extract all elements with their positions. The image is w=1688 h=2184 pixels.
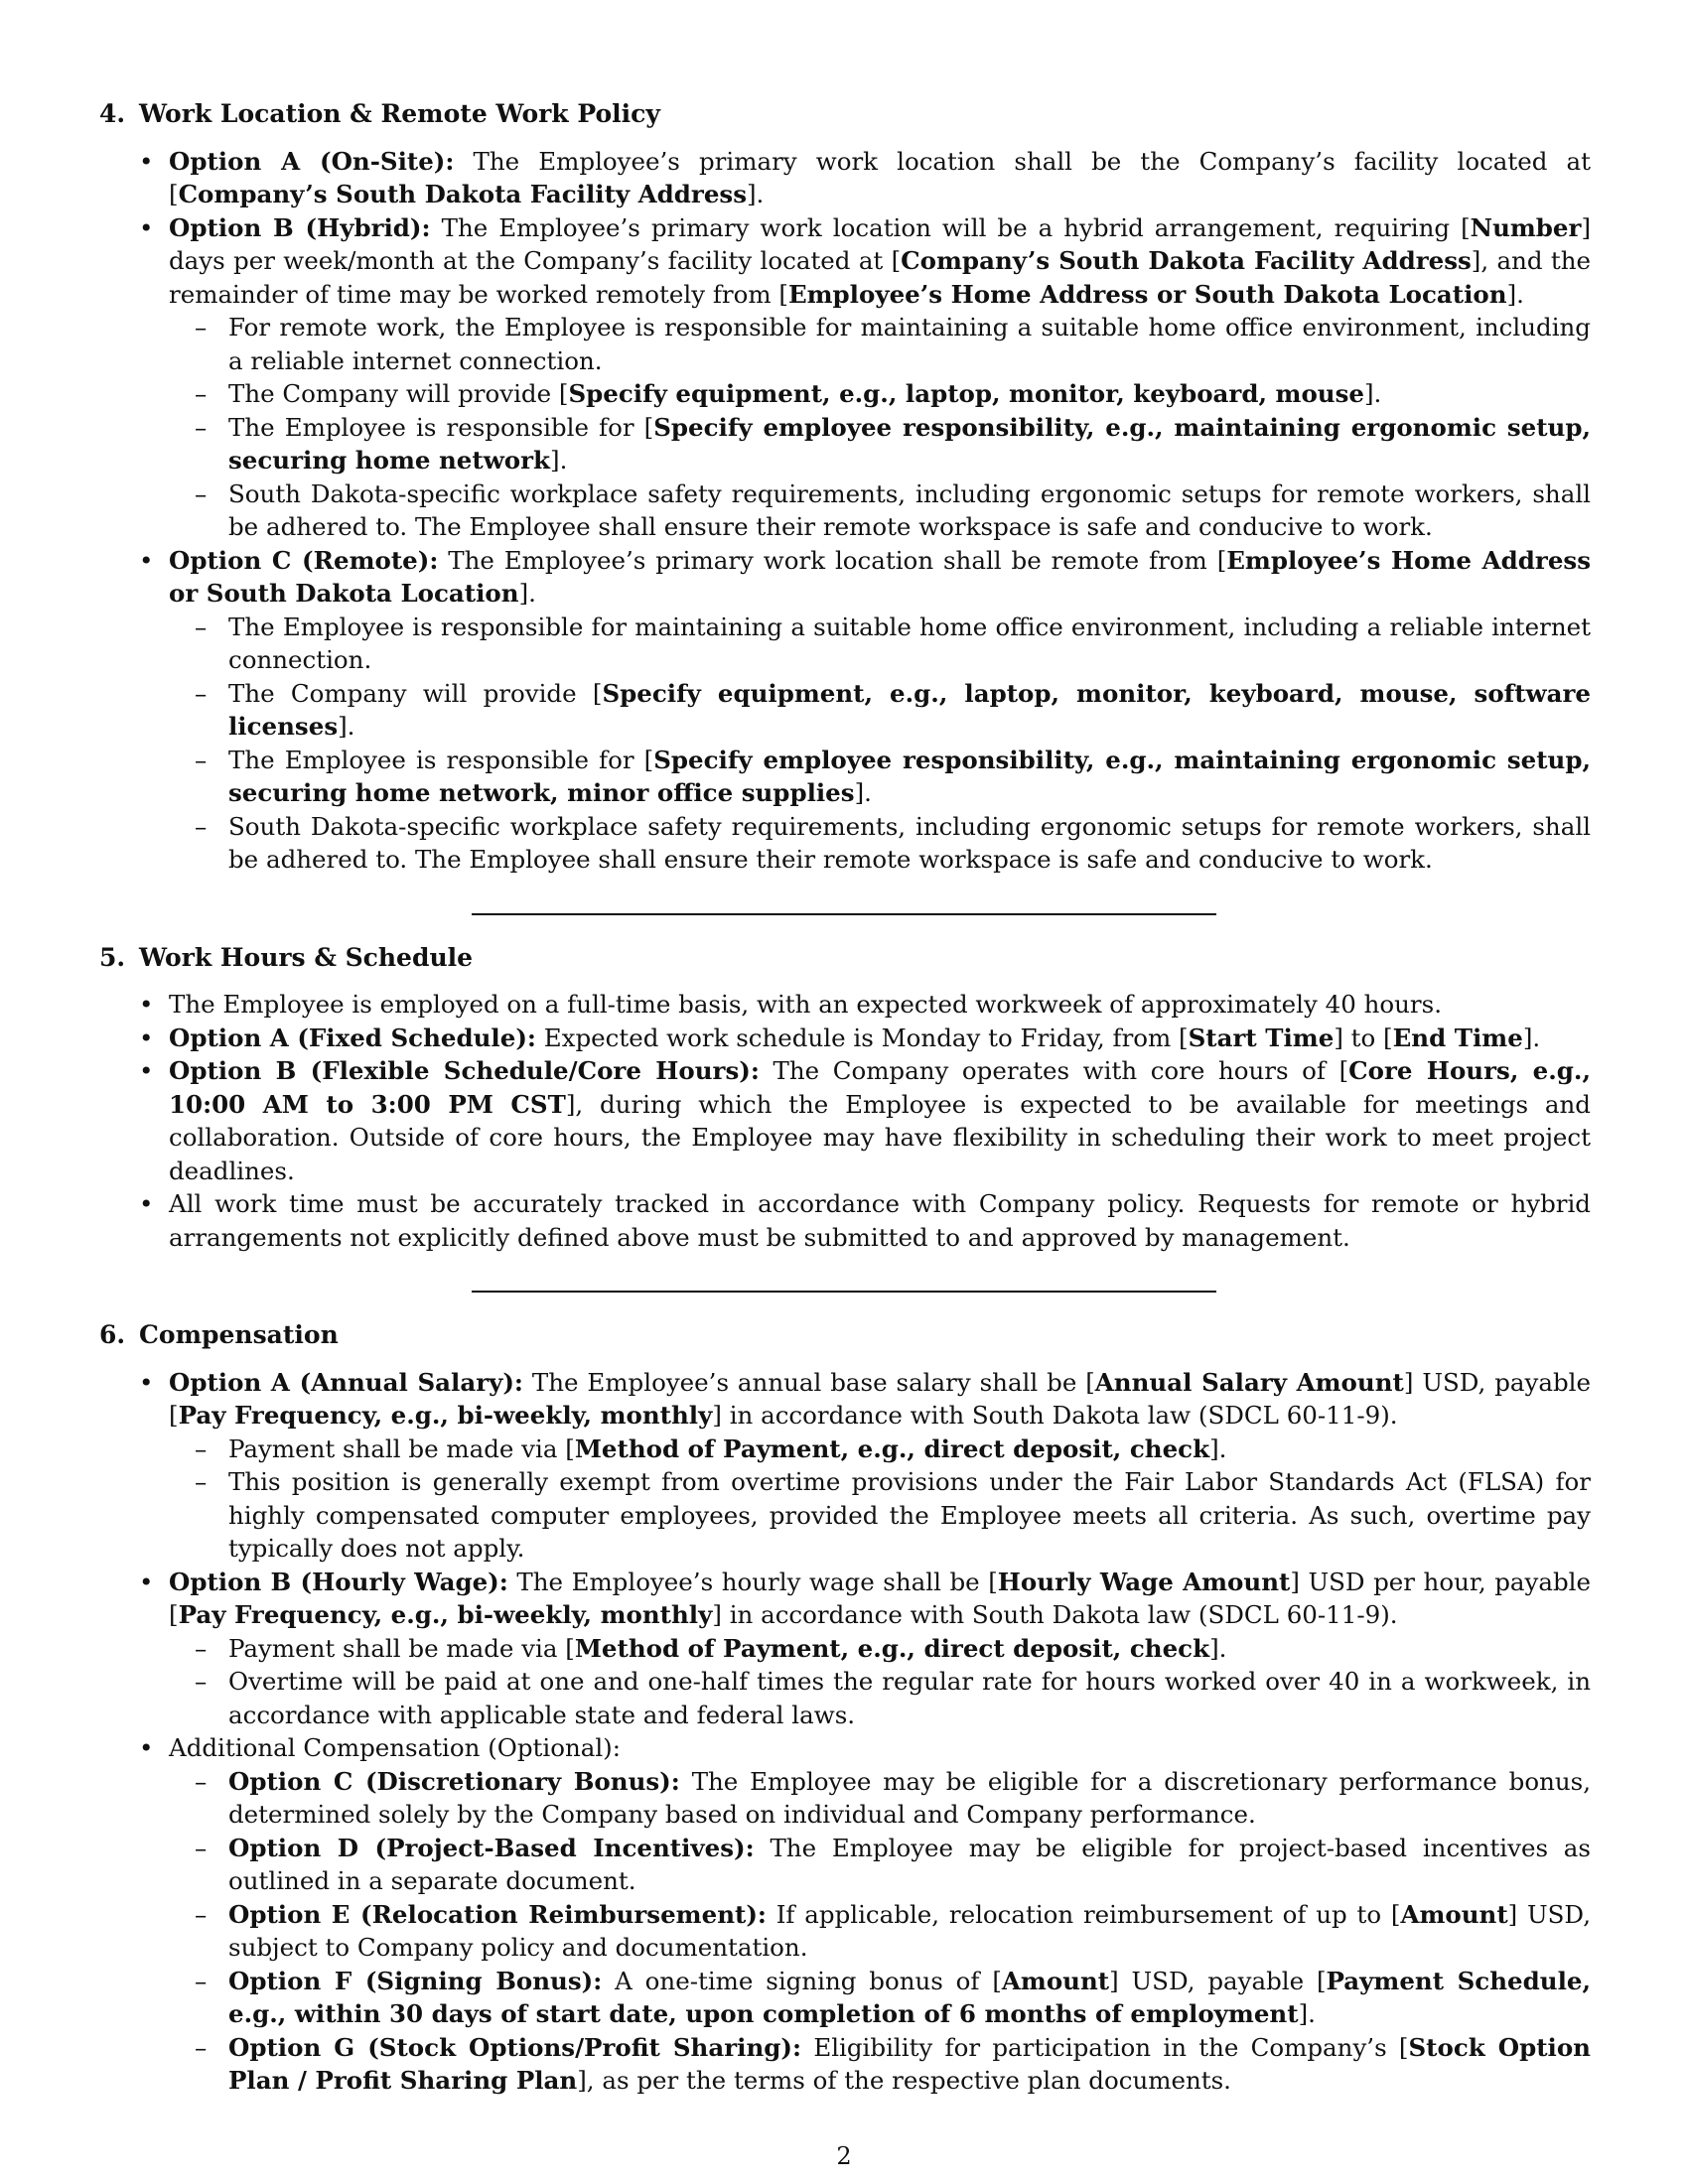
list-item bbox=[139, 1731, 1592, 2098]
bold-text: End Time bbox=[1392, 1023, 1523, 1052]
section-title: Compensation bbox=[139, 1320, 339, 1349]
text-run: The Employee’s primary work location shall be the Company’s facility located at [ bbox=[169, 146, 1591, 208]
text-run: South Dakota-specific workplace safety requirements, including ergonomic setups for remote workers, shall be adhered to. The Employee shall ensure their remote workspace is safe and conducive to work. bbox=[228, 811, 1591, 874]
bold-text: Number bbox=[1470, 212, 1582, 242]
sub-list-item bbox=[195, 810, 1591, 877]
bold-text: Annual Salary Amount bbox=[1094, 1367, 1404, 1397]
bullet-icon: • bbox=[139, 1733, 154, 1762]
bold-text: Option A (On-Site): bbox=[169, 146, 455, 176]
bold-text: Amount bbox=[1001, 1966, 1110, 1995]
text-run: Payment shall be made via [ bbox=[228, 1433, 575, 1463]
bullet-icon: • bbox=[139, 146, 154, 176]
bold-text: Option F (Signing Bonus): bbox=[228, 1966, 603, 1995]
item-text bbox=[169, 1733, 621, 1762]
bold-text: Option A (Fixed Schedule): bbox=[169, 1023, 536, 1052]
text-run: The Employee may be eligible for a discretionary performance bonus, determined solely by the Company based on individual and Company performance. bbox=[228, 1766, 1592, 1829]
bold-text: Option E (Relocation Reimbursement): bbox=[228, 1899, 767, 1929]
section-divider bbox=[472, 913, 1216, 915]
bold-text: Pay Frequency, e.g., bi-weekly, monthly bbox=[178, 1401, 713, 1430]
dash-icon: – bbox=[195, 1899, 208, 1929]
bullet-icon: • bbox=[139, 1056, 154, 1085]
text-run: For remote work, the Employee is responsible for maintaining a suitable home office environment, including a reliable internet connection. bbox=[228, 313, 1591, 375]
dash-icon: – bbox=[195, 1833, 208, 1862]
sub-list-item bbox=[195, 1898, 1591, 1965]
item-text bbox=[228, 1967, 1591, 2029]
section-heading bbox=[99, 1318, 1591, 1352]
dash-icon: – bbox=[195, 1766, 208, 1796]
bold-text: Option C (Remote): bbox=[169, 545, 439, 575]
bold-text: Start Time bbox=[1188, 1023, 1335, 1052]
bold-text: Company’s South Dakota Facility Address bbox=[178, 180, 747, 208]
sub-list-item bbox=[195, 478, 1591, 544]
item-text bbox=[228, 2033, 1591, 2096]
text-run: The Company operates with core hours of [ bbox=[759, 1056, 1349, 1085]
text-run: ]. bbox=[1522, 1023, 1541, 1052]
text-run: The Company will provide [ bbox=[228, 678, 603, 708]
bold-text: Specify equipment, e.g., laptop, monitor, keyboard, mouse bbox=[568, 379, 1364, 408]
document-body bbox=[99, 97, 1591, 2098]
text-run: ]. bbox=[1209, 1433, 1227, 1463]
text-run: The Employee’s annual base salary shall be [ bbox=[522, 1367, 1095, 1397]
sub-list-item bbox=[195, 1433, 1591, 1466]
bullet-list bbox=[99, 145, 1591, 877]
text-run: The Employee is responsible for [ bbox=[228, 412, 654, 442]
dash-icon: – bbox=[195, 412, 208, 442]
item-text bbox=[228, 413, 1591, 476]
text-run: ] to [ bbox=[1334, 1023, 1393, 1052]
item-text bbox=[228, 379, 1381, 408]
item-text bbox=[228, 812, 1591, 875]
bold-text: Option C (Discretionary Bonus): bbox=[228, 1766, 680, 1796]
sub-list-item bbox=[195, 377, 1591, 411]
sub-list-item bbox=[195, 1765, 1592, 1832]
item-text bbox=[169, 147, 1591, 209]
text-run: The Employee is responsible for [ bbox=[228, 745, 654, 774]
bold-text: Specify employee responsibility, e.g., maintaining ergonomic setup, securing home network, minor office supplies bbox=[228, 745, 1591, 807]
dash-icon: – bbox=[195, 478, 208, 508]
sub-list bbox=[169, 1632, 1591, 1732]
text-run: ] USD, payable [ bbox=[169, 1367, 1591, 1430]
text-run: ], during which the Employee is expected to be available for meetings and collaboration. Outside of core hours, the Employee may have flexibility in scheduling their work to meet project deadlines. bbox=[169, 1089, 1591, 1185]
sub-list-item bbox=[195, 677, 1591, 744]
item-text bbox=[228, 1767, 1591, 1830]
sub-list-item bbox=[195, 1665, 1591, 1731]
item-text bbox=[228, 1434, 1226, 1463]
text-run: The Employee is responsible for maintaining a suitable home office environment, including a reliable internet connection. bbox=[228, 612, 1591, 674]
item-text bbox=[169, 546, 1591, 609]
section-number: 5. bbox=[99, 942, 126, 972]
dash-icon: – bbox=[195, 313, 208, 341]
sub-list-item bbox=[195, 311, 1591, 377]
item-text bbox=[169, 1568, 1591, 1630]
list-item bbox=[139, 988, 1591, 1022]
bold-text: Payment Schedule, e.g., within 30 days of start date, upon completion of 6 months of employment bbox=[228, 1966, 1591, 2028]
text-run: Payment shall be made via [ bbox=[228, 1633, 575, 1663]
text-run: ] USD per hour, payable [ bbox=[169, 1567, 1591, 1629]
text-run: ] days per week/month at the Company’s facility located at [ bbox=[169, 212, 1591, 275]
dash-icon: – bbox=[195, 1433, 208, 1463]
bullet-list bbox=[99, 988, 1591, 1254]
text-run: ]. bbox=[338, 712, 355, 741]
dash-icon: – bbox=[195, 811, 208, 841]
section-title: Work Hours & Schedule bbox=[139, 942, 474, 972]
bullet-icon: • bbox=[139, 1023, 154, 1052]
sub-list-item bbox=[195, 1965, 1591, 2031]
item-text bbox=[228, 746, 1591, 808]
section-number: 4. bbox=[99, 99, 126, 128]
sub-list bbox=[169, 311, 1591, 544]
bold-text: Employee’s Home Address or South Dakota Location bbox=[787, 279, 1507, 309]
text-run: All work time must be accurately tracked in accordance with Company policy. Requests for remote or hybrid arrangements not explicitly defined above must be submitted to and approved by management. bbox=[169, 1189, 1591, 1252]
list-item bbox=[139, 211, 1592, 544]
bold-text: Option G (Stock Options/Profit Sharing): bbox=[228, 2032, 802, 2062]
list-item bbox=[139, 145, 1591, 211]
item-text bbox=[228, 1634, 1226, 1663]
text-run: If applicable, relocation reimbursement of up to [ bbox=[766, 1899, 1401, 1929]
item-text bbox=[228, 1834, 1591, 1896]
item-text bbox=[228, 1467, 1591, 1563]
sub-list-item bbox=[195, 1465, 1591, 1566]
bold-text: Option B (Hourly Wage): bbox=[169, 1567, 508, 1596]
section-work-hours bbox=[99, 941, 1591, 1255]
text-run: This position is generally exempt from overtime provisions under the Fair Labor Standards Act (FLSA) for highly compensated computer employees, provided the Employee meets all criteria. As such, overtime pay typically does not apply. bbox=[228, 1467, 1591, 1563]
dash-icon: – bbox=[195, 2032, 208, 2062]
list-item bbox=[139, 1366, 1591, 1566]
section-number: 6. bbox=[99, 1320, 126, 1349]
item-text bbox=[228, 313, 1591, 375]
bullet-list bbox=[99, 1366, 1591, 2098]
text-run: ] in accordance with South Dakota law (SDCL 60-11-9). bbox=[712, 1401, 1398, 1430]
bold-text: Amount bbox=[1400, 1899, 1508, 1929]
dash-icon: – bbox=[195, 1966, 208, 1995]
item-text bbox=[169, 990, 1442, 1019]
sub-list-item bbox=[195, 411, 1591, 478]
text-run: ]. bbox=[854, 778, 872, 807]
text-run: The Employee’s primary work location will be a hybrid arrangement, requiring [ bbox=[430, 212, 1471, 242]
section-heading bbox=[99, 97, 1591, 131]
bold-text: Hourly Wage Amount bbox=[997, 1567, 1291, 1596]
dash-icon: – bbox=[195, 1467, 208, 1496]
text-run: The Employee’s primary work location shall be remote from [ bbox=[438, 545, 1227, 575]
text-run: ]. bbox=[518, 579, 536, 608]
item-text bbox=[169, 1189, 1591, 1252]
item-text bbox=[169, 1024, 1540, 1052]
text-run: Overtime will be paid at one and one-half times the regular rate for hours worked over 40 in a workweek, in accordance with applicable state and federal laws. bbox=[228, 1667, 1591, 1729]
bold-text: Option A (Annual Salary): bbox=[169, 1367, 523, 1397]
sub-list bbox=[169, 1433, 1591, 1566]
bold-text: Method of Payment, e.g., direct deposit, check bbox=[574, 1633, 1210, 1663]
sub-list-item bbox=[195, 744, 1591, 810]
dash-icon: – bbox=[195, 612, 208, 641]
bullet-icon: • bbox=[139, 212, 154, 242]
bold-text: Method of Payment, e.g., direct deposit, check bbox=[574, 1433, 1210, 1463]
text-run: ] USD, payable [ bbox=[1109, 1966, 1327, 1995]
text-run: ], and the remainder of time may be worked remotely from [ bbox=[169, 246, 1592, 309]
bullet-icon: • bbox=[139, 990, 154, 1019]
text-run: ]. bbox=[1364, 379, 1382, 408]
dash-icon: – bbox=[195, 745, 208, 774]
text-run: South Dakota-specific workplace safety requirements, including ergonomic setups for remote workers, shall be adhered to. The Employee shall ensure their remote workspace is safe and conducive to work. bbox=[228, 478, 1591, 541]
text-run: The Employee’s hourly wage shall be [ bbox=[507, 1567, 998, 1596]
item-text bbox=[228, 679, 1591, 742]
text-run: ]. bbox=[747, 180, 765, 208]
bold-text: Core Hours, e.g., 10:00 AM to 3:00 PM CST bbox=[169, 1056, 1591, 1119]
item-text bbox=[228, 1900, 1591, 1963]
text-run: Expected work schedule is Monday to Friday, from [ bbox=[535, 1023, 1189, 1052]
sub-list-item bbox=[195, 2031, 1591, 2098]
bold-text: Option D (Project-Based Incentives): bbox=[228, 1833, 755, 1862]
sub-list bbox=[169, 1765, 1591, 2098]
sub-list bbox=[169, 611, 1591, 877]
bold-text: Option B (Hybrid): bbox=[169, 212, 431, 242]
text-run: The Company will provide [ bbox=[228, 379, 569, 408]
section-compensation bbox=[99, 1318, 1591, 2098]
text-run: The Employee may be eligible for project-based incentives as outlined in a separate document. bbox=[228, 1833, 1591, 1895]
bold-text: Pay Frequency, e.g., bi-weekly, monthly bbox=[178, 1600, 713, 1629]
text-run: The Employee is employed on a full-time basis, with an expected workweek of approximately 40 hours. bbox=[169, 990, 1442, 1019]
list-item bbox=[139, 1054, 1591, 1187]
text-run: ]. bbox=[550, 446, 568, 475]
dash-icon: – bbox=[195, 678, 208, 708]
text-run: ]. bbox=[1209, 1633, 1227, 1663]
bold-text: Company’s South Dakota Facility Address bbox=[901, 246, 1472, 275]
bold-text: Option B (Flexible Schedule/Core Hours): bbox=[169, 1056, 760, 1085]
text-run: ] USD, subject to Company policy and documentation. bbox=[228, 1899, 1591, 1962]
dash-icon: – bbox=[195, 1633, 208, 1663]
text-run: ], as per the terms of the respective plan documents. bbox=[577, 2066, 1231, 2095]
text-run: A one-time signing bonus of [ bbox=[602, 1966, 1002, 1995]
sub-list-item bbox=[195, 611, 1591, 677]
section-work-location bbox=[99, 97, 1591, 877]
bold-text: Employee’s Home Address or South Dakota Location bbox=[169, 545, 1591, 608]
dash-icon: – bbox=[195, 379, 208, 408]
bullet-icon: • bbox=[139, 1189, 154, 1218]
list-item bbox=[139, 1566, 1591, 1732]
list-item bbox=[139, 1187, 1591, 1254]
item-text bbox=[169, 1056, 1591, 1185]
section-title: Work Location & Remote Work Policy bbox=[139, 99, 660, 128]
item-text bbox=[169, 213, 1591, 309]
sub-list-item bbox=[195, 1832, 1591, 1898]
text-run: ]. bbox=[1298, 1999, 1316, 2028]
section-divider bbox=[472, 1291, 1216, 1293]
section-heading bbox=[99, 941, 1591, 975]
list-item bbox=[139, 1022, 1591, 1055]
bold-text: Specify employee responsibility, e.g., maintaining ergonomic setup, securing home network bbox=[228, 412, 1591, 475]
bullet-icon: • bbox=[139, 545, 154, 575]
sub-list-item bbox=[195, 1632, 1591, 1666]
bullet-icon: • bbox=[139, 1367, 154, 1397]
page-number: 2 bbox=[836, 2142, 852, 2170]
item-text bbox=[228, 479, 1591, 542]
list-item bbox=[139, 544, 1591, 877]
bold-text: Specify equipment, e.g., laptop, monitor, keyboard, mouse, software licenses bbox=[228, 678, 1591, 741]
item-text bbox=[228, 613, 1591, 675]
text-run: ] in accordance with South Dakota law (SDCL 60-11-9). bbox=[712, 1600, 1398, 1629]
bullet-icon: • bbox=[139, 1567, 154, 1596]
text-run: Additional Compensation (Optional): bbox=[169, 1733, 621, 1762]
item-text bbox=[228, 1667, 1591, 1729]
item-text bbox=[169, 1368, 1591, 1431]
bold-text: Stock Option Plan / Profit Sharing Plan bbox=[228, 2032, 1591, 2095]
text-run: ]. bbox=[1506, 279, 1524, 309]
text-run: Eligibility for participation in the Company’s [ bbox=[801, 2032, 1409, 2062]
dash-icon: – bbox=[195, 1667, 208, 1696]
